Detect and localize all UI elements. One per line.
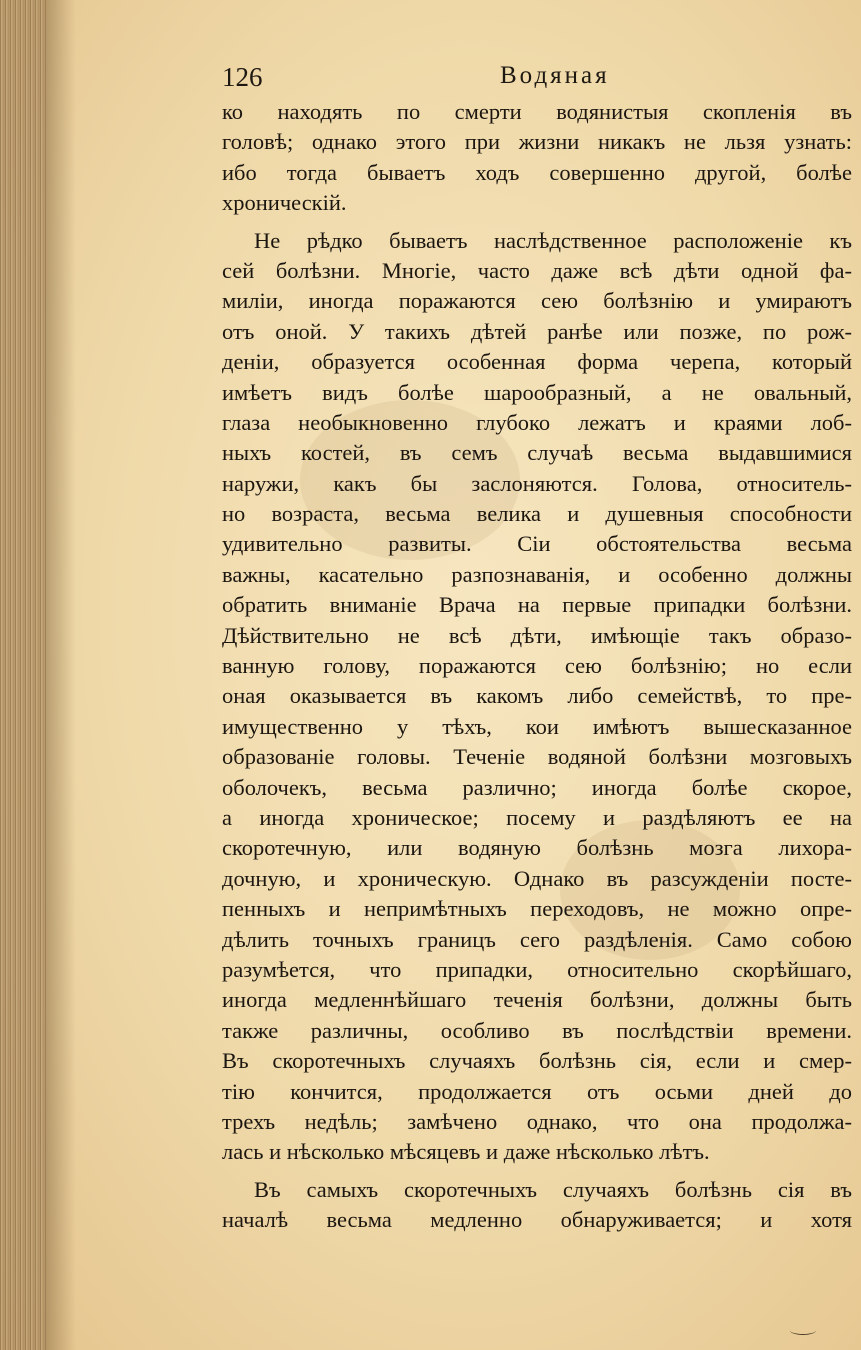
text-line: имѣетъ видъ болѣе шарообразный, а не овальный, — [222, 379, 852, 405]
paragraph-gap — [222, 1168, 852, 1175]
text-line: имущественно у тѣхъ, кои имѣютъ вышесказанное — [222, 713, 852, 739]
text-line: Въ скоротечныхъ случаяхъ болѣзнь сія, если и смер- — [222, 1048, 852, 1074]
text-line: дѣлить точныхъ границъ сего раздѣленія. Само собою — [222, 926, 852, 952]
text-line: дочную, и хроническую. Однако въ разсужденіи посте- — [222, 865, 852, 891]
text-line: деніи, образуется особенная форма черепа, который — [222, 349, 852, 375]
page-stack-edge — [0, 0, 46, 1350]
body-text — [222, 97, 852, 1235]
text-line: разумѣется, что припадки, относительно скорѣйшаго, — [222, 956, 852, 982]
text-line: также различны, особливо въ послѣдствіи времени. — [222, 1017, 852, 1043]
printer-mark — [790, 1326, 816, 1335]
text-line: хроническій. — [222, 190, 347, 216]
running-title: Водяная — [500, 62, 610, 89]
text-line: глаза необыкновенно глубоко лежатъ и краями лоб- — [222, 409, 852, 435]
text-line: оболочекъ, весьма различно; иногда болѣе скорое, — [222, 774, 852, 800]
text-line: образованіе головы. Теченіе водяной болѣзни мозговыхъ — [222, 744, 852, 770]
text-line: оная оказывается въ какомъ либо семействѣ, то пре- — [222, 683, 852, 709]
text-line: а иногда хроническое; посему и раздѣляютъ ее на — [222, 804, 852, 830]
text-line: сей болѣзни. Многіе, часто даже всѣ дѣти одной фа- — [222, 257, 852, 283]
text-line: головѣ; однако этого при жизни никакъ не льзя узнать: — [222, 129, 852, 155]
text-line: ибо тогда бываетъ ходъ совершенно другой, болѣе — [222, 159, 852, 185]
text-line: обратить вниманіе Врача на первые припадки болѣзни. — [222, 592, 852, 618]
text-line: Не рѣдко бываетъ наслѣдственное расположеніе къ — [254, 227, 852, 253]
text-line: удивительно развиты. Сіи обстоятельства весьма — [222, 531, 852, 557]
text-line: но возраста, весьма велика и душевныя способности — [222, 501, 852, 527]
text-line: важны, касательно разпознаванія, и особенно должны — [222, 561, 852, 587]
page-number: 126 — [222, 62, 263, 92]
text-line: трехъ недѣль; замѣчено однако, что она продолжа- — [222, 1108, 852, 1134]
text-line: скоротечную, или водяную болѣзнь мозга лихора- — [222, 835, 852, 861]
text-line: Въ самыхъ скоротечныхъ случаяхъ болѣзнь сія въ — [254, 1176, 852, 1202]
text-line: пенныхъ и непримѣтныхъ переходовъ, не можно опре- — [222, 896, 852, 922]
text-line: началѣ весьма медленно обнаруживается; и хотя — [222, 1207, 852, 1233]
text-line: миліи, иногда поражаются сею болѣзнію и умираютъ — [222, 288, 852, 314]
running-head — [222, 56, 848, 96]
text-line: Дѣйствительно не всѣ дѣти, имѣющіе такъ образо- — [222, 622, 852, 648]
text-line: ванную голову, поражаются сею болѣзнію; но если — [222, 653, 852, 679]
text-line: наружи, какъ бы заслоняются. Голова, относитель- — [222, 470, 852, 496]
text-line: ныхъ костей, въ семъ случаѣ весьма выдавшимися — [222, 440, 852, 466]
text-line: тію кончится, продолжается отъ осьми дней до — [222, 1078, 852, 1104]
text-line: лась и нѣсколько мѣсяцевъ и даже нѣсколько лѣтъ. — [222, 1139, 710, 1165]
paragraph-gap — [222, 219, 852, 226]
text-line: отъ оной. У такихъ дѣтей ранѣе или позже, по рож- — [222, 318, 852, 344]
text-line: иногда медленнѣйшаго теченія болѣзни, должны быть — [222, 987, 852, 1013]
text-line: ко находять по смерти водянистыя скопленія въ — [222, 99, 852, 124]
gutter-shadow — [46, 0, 76, 1350]
